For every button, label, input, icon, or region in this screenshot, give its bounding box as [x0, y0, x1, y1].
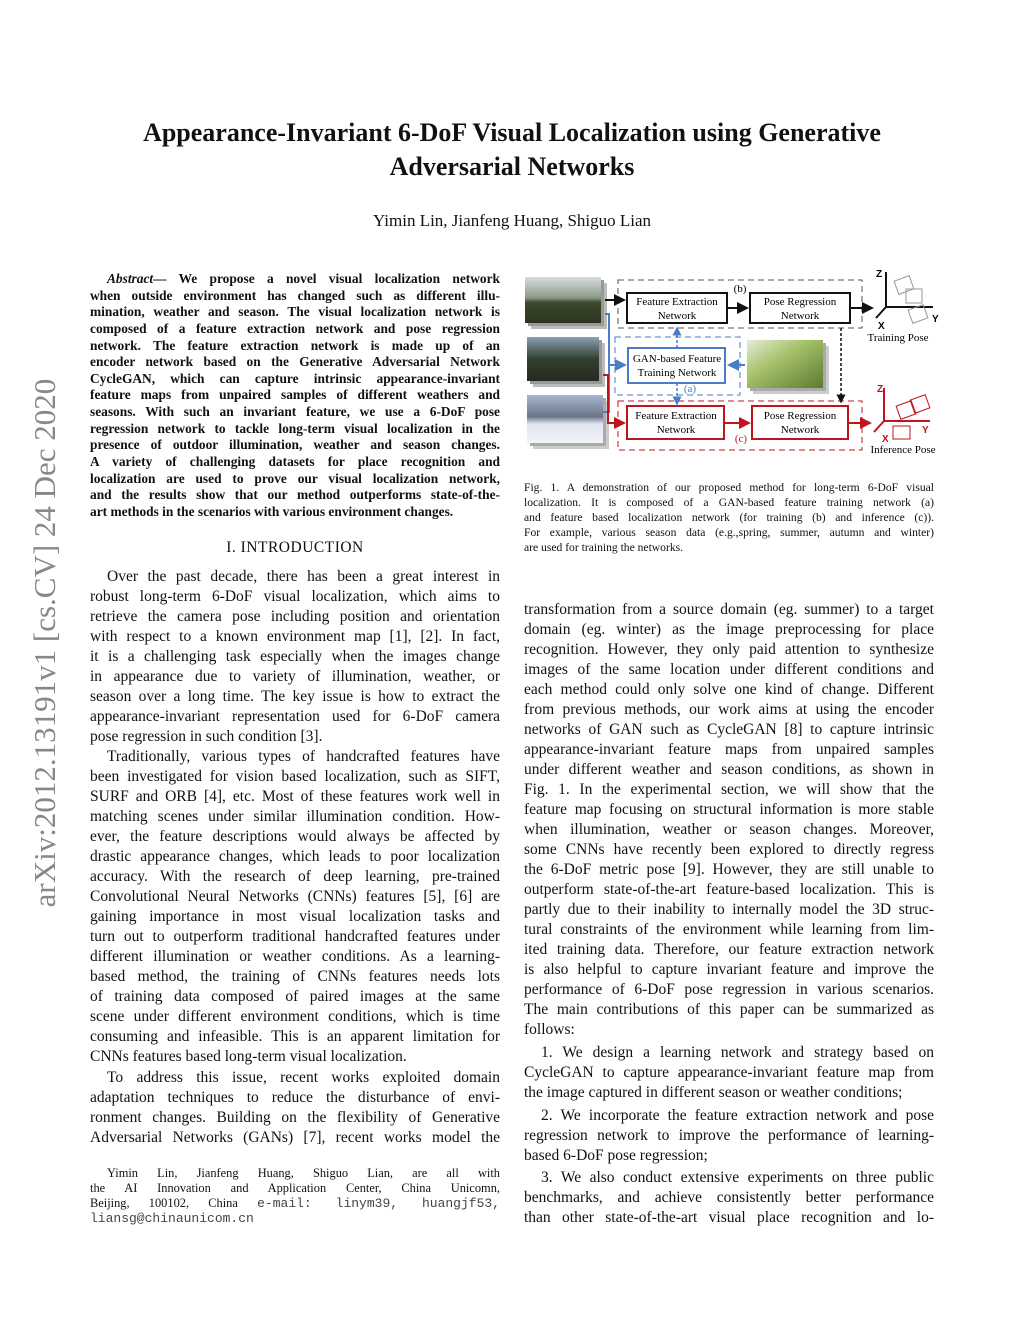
- inference-pose-axes: [870, 384, 935, 456]
- abstract-line: art methods in the scenarios with various environment changes.: [90, 503, 454, 519]
- autumn-image-stack: [527, 337, 605, 387]
- svg-text:Network: Network: [657, 310, 697, 322]
- svg-text:Pose Regression: Pose Regression: [763, 410, 837, 422]
- text-line: based method, the training of CNNs features needs lots: [90, 968, 500, 985]
- text-line: with respect to a known environment map [1], [2]. In fact,: [90, 628, 500, 645]
- text-line: 1. We design a learning network and strategy based on: [541, 1044, 934, 1061]
- text-line: benchmarks, and achieve consistently better performance: [524, 1189, 934, 1206]
- text-line: the image captured in different season or weather conditions;: [524, 1084, 903, 1101]
- email-text: e-mail: linym39, huangjf53,: [257, 1196, 500, 1211]
- text-line: For example, various season data (e.g.,spring, summer, autumn and winter): [524, 526, 934, 539]
- text-line: Fig. 1. A demonstration of our proposed method for long-term 6-DoF visual: [524, 481, 934, 494]
- svg-text:Network: Network: [656, 424, 696, 436]
- text-line: scene under different environment conditions, which is time: [90, 1008, 500, 1025]
- text-line: of training data composed of paired images at the same: [90, 988, 500, 1005]
- text-line: The main contributions of this paper can be summarized as: [524, 1001, 934, 1018]
- text-line: partly due to their inability to internally model the 3D struc-: [524, 901, 934, 918]
- text-line: in appearance due to variety of illumination, weather, or: [90, 668, 500, 685]
- text-line: different illumination or weather conditions. As a learning-: [90, 948, 500, 965]
- text-line: accuracy. With the research of deep learning, pre-trained: [90, 868, 500, 885]
- abstract-line: when outside environment has changed such as different illu-: [90, 287, 500, 303]
- text-line: are used for training the networks.: [524, 541, 684, 554]
- text-line: turn out to outperform traditional handcrafted features under: [90, 928, 500, 945]
- abstract-line: encoder network based on the Generative Adversarial Network: [90, 354, 500, 370]
- text-line: feature map focusing on structural information is more stable: [524, 801, 934, 818]
- text-line: outperform state-of-the-art feature-based localization. This is: [524, 881, 934, 898]
- text-line: drastic appearance changes, which leads to poor localization: [90, 848, 500, 865]
- text-line: each method could only solve one kind of change. Different: [524, 681, 934, 698]
- abstract-line: localization are used to prove our visual localization network,: [90, 470, 500, 486]
- text-line: CycleGAN to capture appearance-invariant feature map from: [524, 1064, 934, 1081]
- abstract-line: composed of a feature extraction network and pose regression: [90, 320, 500, 336]
- text-line: consuming and infeasible. This is an apparent limitation for: [90, 1028, 500, 1045]
- inference-pose-label: Inference Pose: [870, 444, 936, 456]
- label-c: (c): [734, 433, 748, 445]
- abstract-line: presence of outdoor illumination, weather and season changes.: [90, 437, 500, 453]
- text-line: robust long-term 6-DoF visual localization, which aims to: [90, 588, 500, 605]
- text-line: season over a long time. The key issue is how to extract the: [90, 688, 500, 705]
- section-heading-introduction: I. INTRODUCTION: [226, 539, 364, 556]
- text-line: adaptation techniques to reduce the disturbance of envi-: [90, 1089, 500, 1106]
- winter-image-stack: [527, 395, 609, 449]
- figure-1-diagram: [0, 0, 1024, 470]
- text-line: Traditionally, various types of handcrafted features have: [107, 748, 500, 765]
- abstract-line: mination, weather and season. The visual localization network is: [90, 304, 500, 320]
- svg-text:X: X: [878, 321, 885, 332]
- text-line: performance of 6-DoF pose regression in various scenarios.: [524, 981, 934, 998]
- figure-caption: [524, 480, 934, 555]
- summer-image-stack: [525, 277, 607, 329]
- feature-extraction-box-training: [627, 293, 727, 323]
- text-line: than other state-of-the-art visual place recognition and lo-: [524, 1209, 934, 1226]
- training-pose-label: Training Pose: [867, 332, 929, 344]
- arxiv-identifier[interactable]: arXiv:2012.13191v1 [cs.CV] 24 Dec 2020: [27, 378, 62, 908]
- svg-text:X: X: [882, 434, 889, 445]
- text-line: SURF and ORB [4], etc. Most of these features work well in: [90, 788, 500, 805]
- text-line: To address this issue, recent works exploited domain: [107, 1069, 500, 1086]
- svg-text:Y: Y: [922, 425, 929, 436]
- text-line: Fig. 1. In the experimental section, we will show that the: [524, 781, 934, 798]
- intro-paragraph: [90, 567, 500, 747]
- text-line: ever, the feature descriptions would always be affected by: [90, 828, 500, 845]
- abstract-line: and the results show that our method outperforms state-of-the-: [90, 487, 500, 503]
- text-line: and feature based localization network (for training (b) and inference (c)).: [524, 511, 934, 524]
- abstract-line: feature maps from unpaired samples of different weathers and: [90, 387, 500, 403]
- text-line: pose regression in such condition [3].: [90, 728, 323, 745]
- abstract-line: regression network to tackle long-term visual localization in the: [90, 420, 500, 436]
- pose-regression-box-inference: [752, 406, 848, 439]
- svg-text:Z: Z: [877, 384, 884, 395]
- spring-image-stack: [747, 340, 829, 394]
- pose-regression-box-training: [750, 293, 850, 323]
- text-line: based 6-DoF pose regression;: [524, 1147, 708, 1164]
- svg-text:Training Network: Training Network: [637, 367, 717, 379]
- text-line: localization. It is composed of a GAN-based feature training network (a): [524, 496, 934, 509]
- title-line: Appearance-Invariant 6-DoF Visual Localization using Generative: [143, 118, 881, 147]
- svg-text:Z: Z: [876, 269, 883, 280]
- text-line: under different weather and season conditions, as shown in: [524, 761, 934, 778]
- svg-text:Y: Y: [932, 314, 939, 325]
- footnote-line: Beijing, 100102, China e-mail: linym39, huangjf53,: [90, 1196, 500, 1211]
- text-line: follows:: [524, 1021, 575, 1038]
- text-line: ited training data. Therefore, our feature extraction network: [524, 941, 934, 958]
- email-text: liansg@chinaunicom.cn: [90, 1211, 254, 1226]
- gan-feature-training-box: [628, 348, 725, 383]
- text-line: gaining importance in most visual localization tasks and: [90, 908, 500, 925]
- text-line: CNNs features based long-term visual localization.: [90, 1048, 407, 1065]
- contribution-item: [524, 1168, 934, 1228]
- footnote: [90, 1166, 500, 1226]
- text-line: matching scenes under similar illumination condition. How-: [90, 808, 500, 825]
- text-line: regression network to improve the performance of learning-: [524, 1127, 934, 1144]
- text-line: is also helpful to capture invariant feature and improve the: [524, 961, 934, 978]
- text-line: transformation from a source domain (eg. summer) to a target: [524, 601, 934, 618]
- text-line: Convolutional Neural Networks (CNNs) features [5], [6] are: [90, 888, 500, 905]
- label-a: (a): [683, 383, 697, 395]
- svg-text:Network: Network: [780, 310, 820, 322]
- feature-extraction-box-inference: [627, 406, 724, 439]
- text-line: domain (eg. winter) as the image preprocessing for place: [524, 621, 934, 638]
- intro-paragraph: [90, 1068, 500, 1148]
- text-line: tural constraints of the environment while learning from lim-: [524, 921, 934, 938]
- title-line: Adversarial Networks: [389, 152, 635, 181]
- abstract-line: A variety of challenging datasets for place recognition and: [90, 454, 500, 470]
- text-line: images of the same location under different conditions and: [524, 661, 934, 678]
- footnote-line: [90, 1211, 500, 1226]
- contribution-item: [524, 1043, 934, 1103]
- footnote-line: Yimin Lin, Jianfeng Huang, Shiguo Lian, are all with: [107, 1166, 500, 1180]
- svg-text:Pose Regression: Pose Regression: [763, 296, 837, 308]
- svg-text:Feature Extraction: Feature Extraction: [636, 296, 718, 308]
- text-line: been investigated for vision based localization, such as SIFT,: [90, 768, 500, 785]
- text-line: the 6-DoF metric pose [9]. However, they are still unable to: [524, 861, 934, 878]
- text-line: some CNNs have recently been explored to directly regress: [524, 841, 934, 858]
- contribution-item: [524, 1106, 934, 1166]
- text-line: 3. We also conduct extensive experiments on three public: [541, 1169, 934, 1186]
- text-line: 2. We incorporate the feature extraction network and pose: [541, 1107, 934, 1124]
- label-b: (b): [733, 283, 747, 295]
- footnote-line: the AI Innovation and Application Center, China Unicomn,: [90, 1181, 500, 1195]
- text-line: Adversarial Networks (GANs) [7], recent works model the: [90, 1129, 500, 1146]
- abstract-line: CycleGAN, which can capture intrinsic appearance-invariant: [90, 370, 500, 386]
- abstract-line: network. The feature extraction network is made up of an: [90, 337, 500, 353]
- text-line: from previous methods, our work aims at using the encoder: [524, 701, 934, 718]
- text-line: retrieve the camera pose including position and orientation: [90, 608, 500, 625]
- text-line: recognition. However, they only paid attention to synthesize: [524, 641, 934, 658]
- svg-text:GAN-based Feature: GAN-based Feature: [632, 353, 722, 365]
- text-line: appearance-invariant representation used for 6-DoF camera: [90, 708, 500, 725]
- text-line: it is a challenging task especially when the images change: [90, 648, 500, 665]
- text-line: when illumination, weather or season changes. Moreover,: [524, 821, 934, 838]
- text-line: networks of GAN such as CycleGAN [8] to capture intrinsic: [524, 721, 934, 738]
- body-paragraph: [524, 600, 934, 1040]
- svg-text:Feature Extraction: Feature Extraction: [635, 410, 717, 422]
- text-line: appearance-invariant feature maps from unpaired samples: [524, 741, 934, 758]
- author-list: Yimin Lin, Jianfeng Huang, Shiguo Lian: [372, 211, 652, 230]
- abstract-line: seasons. With such an invariant feature, we use a 6-DoF pose: [90, 404, 500, 420]
- training-pose-axes: [867, 269, 939, 344]
- intro-paragraph: [90, 747, 500, 1067]
- svg-text:Network: Network: [780, 424, 820, 436]
- abstract-label: Abstract: [107, 271, 154, 286]
- text-line: Over the past decade, there has been a great interest in: [107, 568, 500, 585]
- text-line: ronment changes. Building on the flexibility of Generative: [90, 1109, 500, 1126]
- abstract-line: Abstract— We propose a novel visual localization network: [107, 271, 500, 286]
